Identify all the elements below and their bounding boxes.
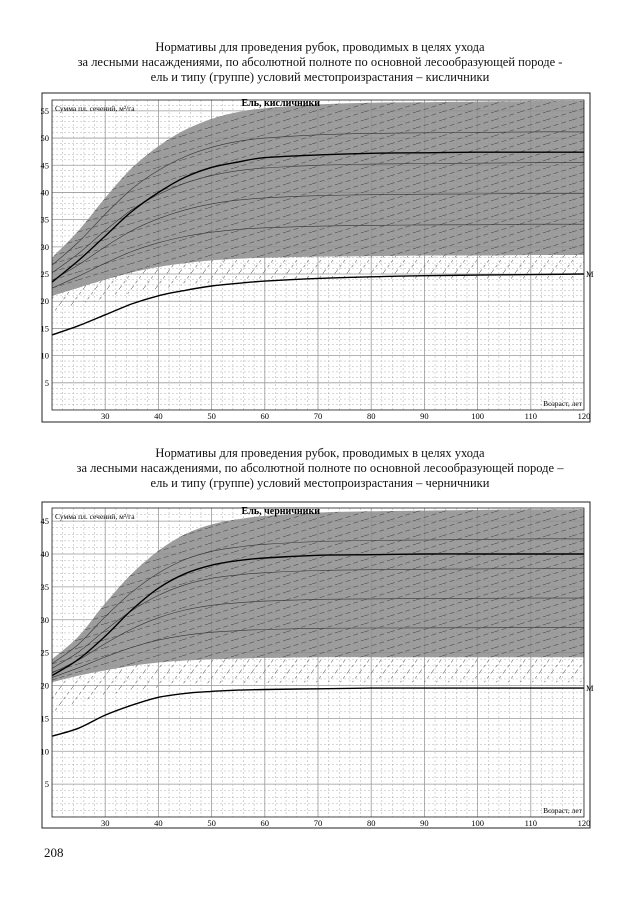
x-tick-label: 60 (260, 818, 270, 828)
heading-line: Нормативы для проведения рубок, проводимых в целях ухода (155, 40, 485, 54)
x-tick-label: 110 (524, 818, 538, 828)
chart-title: Ель, черничники (241, 506, 320, 517)
y-axis-label: Сумма пл. сечений, м²/га (55, 512, 135, 521)
y-tick-label: 45 (40, 160, 49, 171)
x-tick-label: 40 (154, 411, 163, 421)
x-tick-label: 50 (207, 818, 216, 828)
x-tick-label: 120 (577, 818, 591, 828)
y-tick-label: 25 (40, 647, 49, 658)
y-tick-label: 35 (40, 214, 49, 225)
y-tick-label: 20 (40, 296, 49, 307)
y-axis-label: Сумма пл. сечений, м²/га (55, 104, 135, 113)
x-tick-label: 50 (207, 411, 216, 421)
x-tick-label: 100 (471, 411, 484, 421)
x-tick-label: 90 (420, 818, 429, 828)
y-tick-label: 50 (40, 133, 49, 144)
heading-line: за лесными насаждениями, по абсолютной полноте по основной лесообразующей породе – (76, 461, 564, 475)
curve-label: М (586, 683, 594, 694)
x-tick-label: 100 (471, 818, 484, 828)
y-tick-label: 15 (40, 323, 49, 334)
x-axis-label: Возраст, лет (543, 399, 582, 408)
y-tick-label: 25 (40, 269, 49, 280)
x-tick-label: 70 (313, 818, 323, 828)
chart-title: Ель, кисличники (241, 98, 321, 109)
x-tick-label: 80 (366, 411, 376, 421)
y-tick-label: 30 (40, 241, 49, 252)
curve-label: М (586, 269, 594, 280)
x-tick-label: 70 (313, 411, 323, 421)
x-tick-label: 80 (366, 818, 376, 828)
x-tick-label: 30 (100, 818, 110, 828)
x-tick-label: 60 (260, 411, 270, 421)
x-tick-label: 40 (154, 818, 163, 828)
y-tick-label: 40 (40, 549, 49, 560)
y-tick-label: 40 (40, 187, 49, 198)
heading-line: за лесными насаждениями, по абсолютной полноте по основной лесообразующей породе - (77, 55, 563, 69)
y-tick-label: 10 (40, 746, 49, 757)
y-tick-label: 55 (40, 105, 49, 116)
heading-line: ель и типу (группе) условий местопроизрастания – черничники (150, 476, 490, 490)
x-axis-label: Возраст, лет (543, 806, 582, 815)
page-number: 208 (44, 845, 64, 860)
x-tick-label: 120 (577, 411, 591, 421)
y-tick-label: 35 (40, 581, 49, 592)
x-tick-label: 30 (100, 411, 110, 421)
y-tick-label: 5 (44, 377, 49, 388)
x-tick-label: 90 (420, 411, 429, 421)
y-tick-label: 20 (40, 680, 49, 691)
x-tick-label: 110 (524, 411, 538, 421)
y-tick-label: 45 (40, 516, 49, 527)
y-tick-label: 10 (40, 350, 49, 361)
heading-line: ель и типу (группе) условий местопроизрастания – кисличники (150, 70, 490, 84)
y-tick-label: 5 (44, 779, 49, 790)
y-tick-label: 15 (40, 713, 49, 724)
heading-line: Нормативы для проведения рубок, проводимых в целях ухода (155, 446, 485, 460)
y-tick-label: 30 (40, 614, 49, 625)
